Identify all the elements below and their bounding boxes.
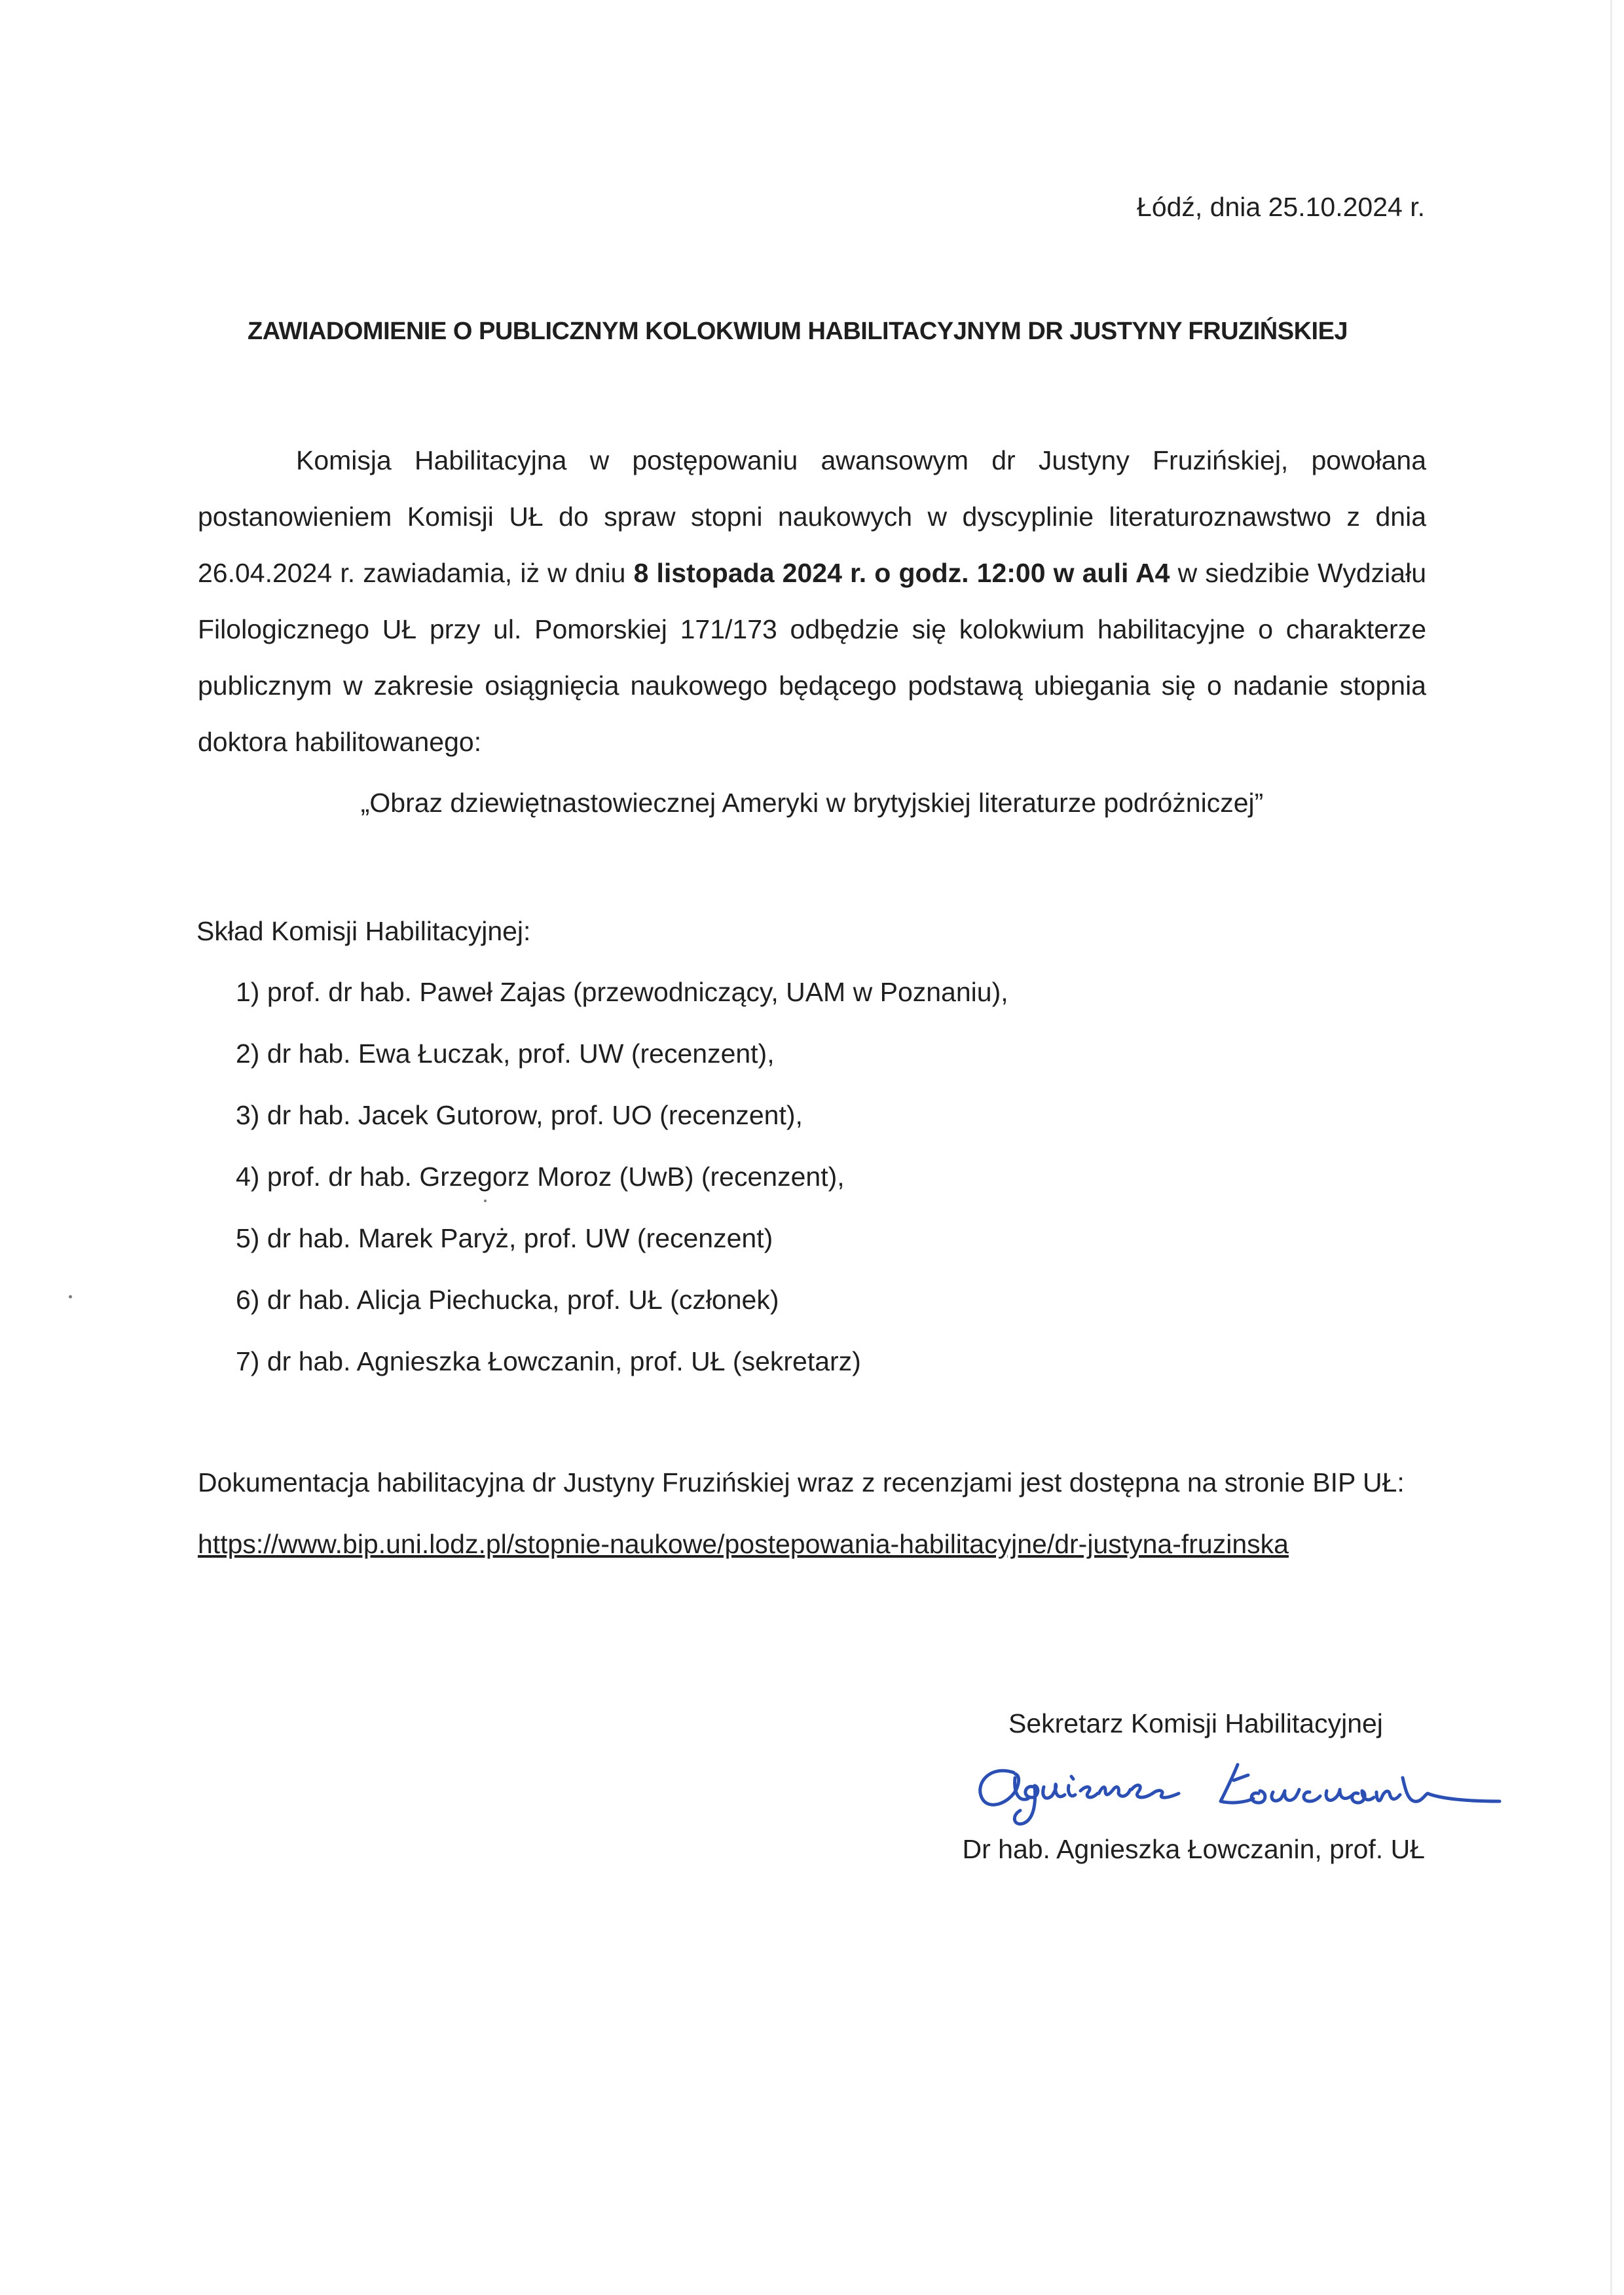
- colloquium-date-time: 8 listopada 2024 r. o godz. 12:00 w auli A4: [633, 558, 1170, 588]
- document-title: ZAWIADOMIENIE O PUBLICZNYM KOLOKWIUM HABILITACYJNYM DR JUSTYNY FRUZIŃSKIEJ: [248, 318, 1348, 345]
- handwritten-signature: [963, 1738, 1519, 1837]
- announcement-paragraph: [198, 432, 1426, 770]
- committee-member: 7) dr hab. Agnieszka Łowczanin, prof. UŁ (sekretarz): [236, 1346, 861, 1376]
- committee-member: 5) dr hab. Marek Paryż, prof. UW (recenzent): [236, 1223, 773, 1253]
- committee-member: 1) prof. dr hab. Paweł Zajas (przewodniczący, UAM w Poznaniu),: [236, 977, 1008, 1007]
- signatory-role: Sekretarz Komisji Habilitacyjnej: [1008, 1708, 1383, 1738]
- committee-member: 3) dr hab. Jacek Gutorow, prof. UO (recenzent),: [236, 1100, 803, 1130]
- paragraph-text-part-2: w siedzibie Wydziału Filologicznego UŁ przy ul. Pomorskiej 171/173 odbędzie się kolokwium habilitacyjne o charakterze publicznym w zakresie osiągnięcia naukowego będącego podstawą ubiegania się o nadanie stopnia doktora habilitowanego:: [198, 558, 1427, 757]
- paragraph-text-part-1: Komisja Habilitacyjna w postępowaniu awansowym dr Justyny Fruzińskiej, powołana postanowieniem Komisji UŁ do spraw stopni naukowych w dyscyplinie literaturoznawstwo z dnia 26.04.2024 r. zawiadamia, iż w dniu: [198, 445, 1426, 588]
- achievement-title: „Obraz dziewiętnastowiecznej Ameryki w brytyjskiej literaturze podróżniczej”: [360, 788, 1264, 818]
- committee-member: 2) dr hab. Ewa Łuczak, prof. UW (recenzent),: [236, 1038, 775, 1069]
- committee-member: 4) prof. dr hab. Grzegorz Moroz (UwB) (recenzent),: [236, 1162, 845, 1192]
- committee-heading: Skład Komisji Habilitacyjnej:: [196, 916, 531, 946]
- bip-link[interactable]: https://www.bip.uni.lodz.pl/stopnie-naukowe/postepowania-habilitacyjne/dr-justyna-fruzinska: [198, 1529, 1289, 1559]
- page-edge: [1610, 0, 1612, 2295]
- signatory-name: Dr hab. Agnieszka Łowczanin, prof. UŁ: [962, 1834, 1425, 1864]
- scan-speck: [69, 1295, 72, 1298]
- date-line: Łódź, dnia 25.10.2024 r.: [1137, 192, 1425, 222]
- committee-member: 6) dr hab. Alicja Piechucka, prof. UŁ (członek): [236, 1285, 779, 1315]
- scan-speck: [484, 1200, 487, 1202]
- documentation-text: Dokumentacja habilitacyjna dr Justyny Fruzińskiej wraz z recenzjami jest dostępna na stronie BIP UŁ:: [198, 1467, 1405, 1497]
- committee-members-list: [236, 974, 1008, 1405]
